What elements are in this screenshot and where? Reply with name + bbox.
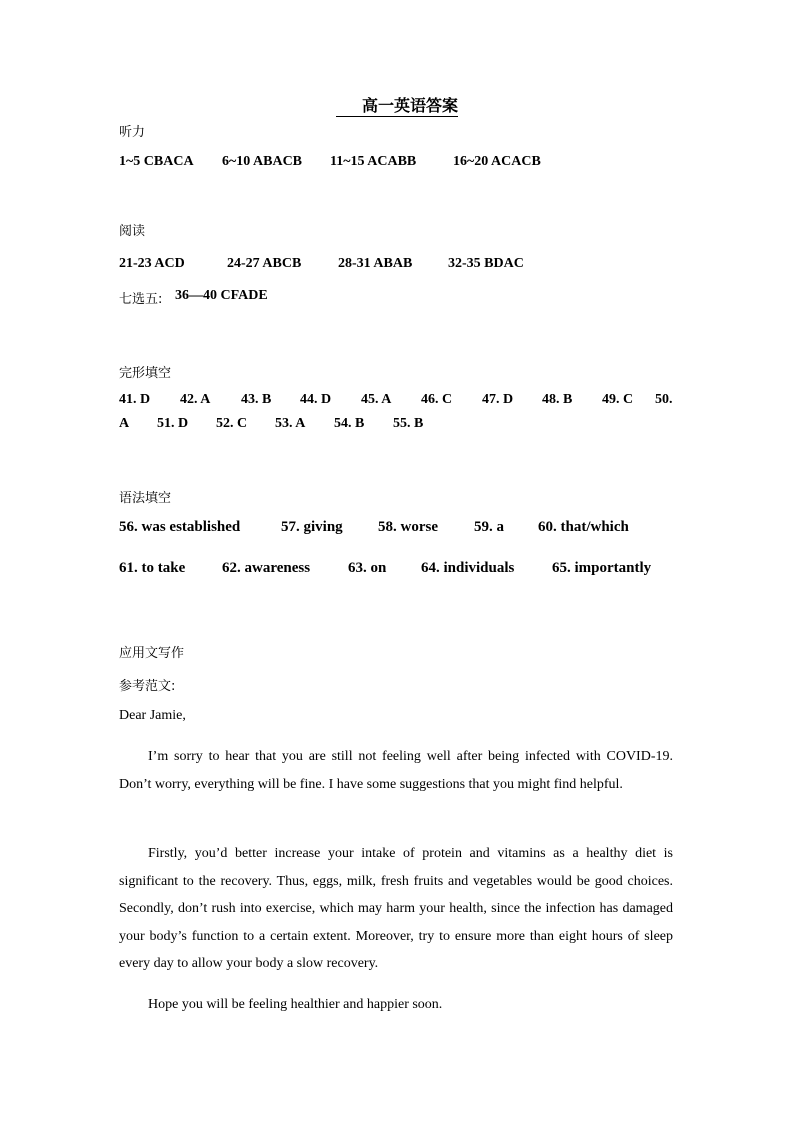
grammar-heading: 语法填空 [119, 491, 172, 506]
answer-item: 56. was established [119, 519, 241, 535]
answer-item: 54. B [334, 416, 365, 431]
answer-group: 6~10 ABACB [222, 154, 303, 169]
answer-item: 41. D [119, 392, 151, 407]
answer-group: 24-27 ABCB [227, 256, 302, 271]
answer-item: 58. worse [378, 519, 438, 535]
answer-item: 57. giving [281, 519, 343, 535]
answer-group: 1~5 CBACA [119, 154, 194, 169]
page-title: 高一英语答案 [0, 96, 794, 117]
answer-item: 51. D [157, 416, 189, 431]
answer-item: A [119, 416, 130, 431]
answer-item: 43. B [241, 392, 272, 407]
answer-group: 32-35 BDAC [448, 256, 524, 271]
answer-item: 63. on [348, 560, 387, 576]
answer-item: 65. importantly [552, 560, 652, 576]
answer-item: 62. awareness [222, 560, 311, 576]
cloze-heading: 完形填空 [119, 366, 172, 381]
answer-group: 21-23 ACD [119, 256, 185, 271]
answer-item: 55. B [393, 416, 424, 431]
essay-paragraph: Firstly, you’d better increase your intake of protein and vitamins as a healthy diet is significant to the recovery. Thus, eggs, milk, fresh fruits and vegetables would be good choices. Secondly, don’t rush into exercise, which may harm your health, since the infection has damaged your body’s function to a certain extent. Moreover, try to ensure more than eight hours of sleep every day to allow your body a slow recovery. [119, 846, 673, 971]
essay-paragraph: I’m sorry to hear that you are still not feeling well after being infected with COVID-19. Don’t worry, everything will be fine. I have some suggestions that you might find helpful. [119, 749, 673, 792]
answer-item: 45. A [361, 392, 392, 407]
answer-group: 16~20 ACACB [453, 154, 541, 169]
essay-paragraph: Hope you will be feeling healthier and happier soon. [148, 997, 443, 1012]
answer-group: 11~15 ACABB [330, 154, 417, 169]
reading-heading: 阅读 [119, 224, 146, 239]
answer-item: 53. A [275, 416, 306, 431]
answer-item: 61. to take [119, 560, 186, 576]
answer-item: 59. a [474, 519, 504, 535]
answer-item: 60. that/which [538, 519, 629, 535]
answer-item: 46. C [421, 392, 453, 407]
seven-choose-five-label: 七选五: [119, 292, 163, 307]
answer-group: 28-31 ABAB [338, 256, 413, 271]
answer-item: 50. [655, 392, 673, 407]
answer-item: 52. C [216, 416, 248, 431]
writing-heading: 应用文写作 [119, 646, 185, 661]
answer-item: 42. A [180, 392, 211, 407]
listening-heading: 听力 [119, 125, 146, 140]
letter-greeting: Dear Jamie, [119, 708, 186, 723]
answer-item: 48. B [542, 392, 573, 407]
answer-item: 44. D [300, 392, 332, 407]
sample-essay-label: 参考范文: [119, 679, 176, 694]
seven-choose-five-answers: 36—40 CFADE [175, 288, 268, 303]
answer-item: 47. D [482, 392, 514, 407]
answer-item: 64. individuals [421, 560, 515, 576]
answer-item: 49. C [602, 392, 634, 407]
